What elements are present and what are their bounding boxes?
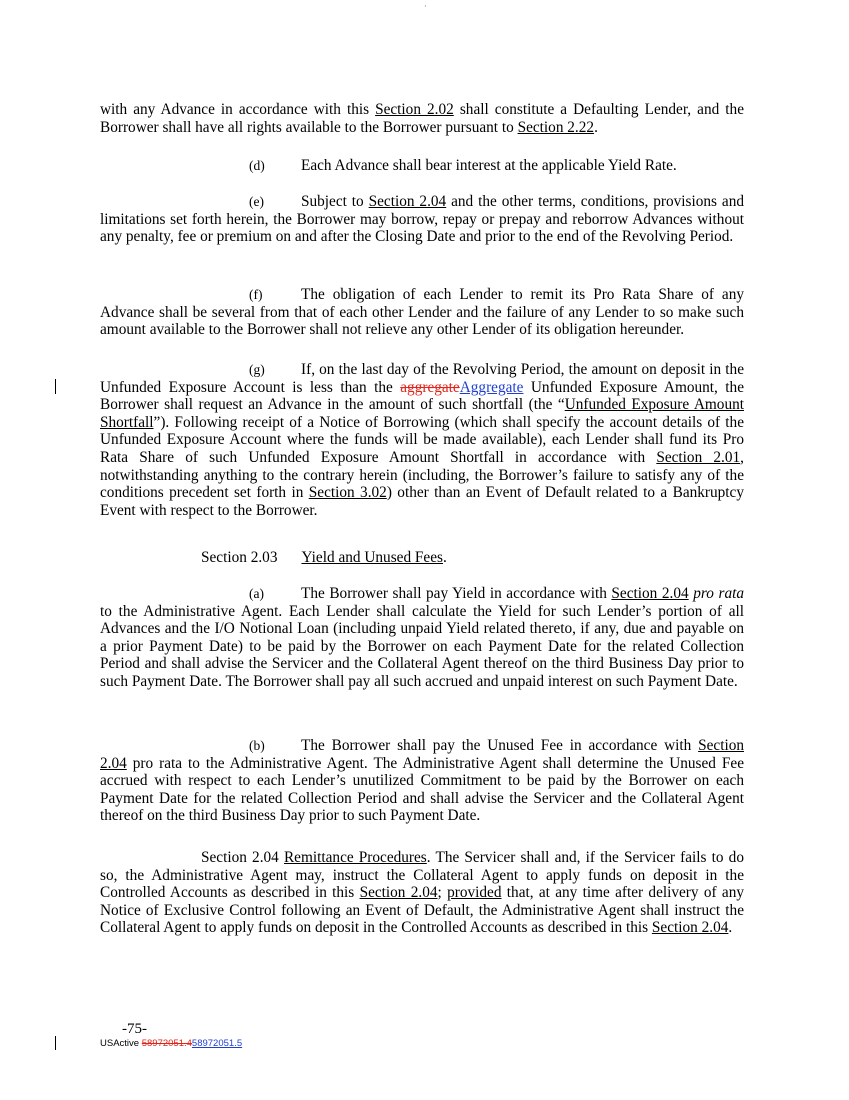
paragraph-section-2-04 [100, 849, 744, 937]
paragraph-a [100, 585, 744, 691]
paragraph-b [100, 737, 744, 825]
defined-term: provided [447, 884, 502, 902]
page-number: -75- [122, 1021, 147, 1037]
text: shall constitute a Defaulting Lender, and the Borrower shall have all rights available to the Borrower pursuant to [100, 101, 744, 136]
deleted-text: aggregate [400, 378, 460, 396]
paragraph-g [100, 361, 744, 519]
inserted-doc-id: 58972051.5 [191, 1038, 243, 1049]
paragraph-d [100, 157, 744, 175]
section-heading-2-03 [201, 549, 447, 567]
footer-prefix: USActive [100, 1038, 142, 1049]
text: ”). Following receipt of a Notice of Borrowing (which shall specify the account details of the Unfunded Exposure Account where the funds will be made available), each Lender shall fund its Pro Rata Share of such Unfunded Exposure Amount Shortfall in accordance with [100, 413, 744, 466]
text: that, at any time after delivery of any Notice of Exclusive Control following an Event of Default, the Administrative Agent shall instruct the Collateral Agent to apply funds on deposit in the Controlled Accounts as described in this [100, 884, 744, 937]
text: and the other terms, conditions, provisions and limitations set forth herein, the Borrower may borrow, repay or prepay and reborrow Advances without any penalty, fee or premium on and after the Closing Date and prior to the end of the Revolving Period. [100, 193, 745, 246]
section-ref-link[interactable]: Section 2.04 [651, 919, 729, 937]
document-footer [100, 1038, 242, 1049]
text: . [728, 919, 733, 937]
text: If, on the last day of the Revolving Period, the amount on deposit in the Unfunded Exposure Account is less than the [100, 361, 744, 396]
clause-label: (g) [249, 362, 265, 377]
section-title: Yield and Unused Fees [301, 549, 443, 566]
italic-text: pro rata [693, 585, 744, 602]
scan-mark: · [424, 2, 427, 11]
paragraph-e [100, 193, 744, 246]
text: Each Advance shall bear interest at the applicable Yield Rate. [301, 157, 677, 174]
text: . [442, 549, 447, 566]
text: Subject to [301, 193, 369, 210]
revision-change-bar [55, 1036, 56, 1050]
deleted-doc-id: 58972051.4 [141, 1038, 192, 1049]
text: pro rata to the Administrative Agent. The Administrative Agent shall determine the Unused Fee accrued with respect to each Lender’s unutilized Commitment to be paid by the Borrower on each Payment Date for the related Collection Period and shall advise the Servicer and the Collateral Agent thereof on the third Business Day prior to such Payment Date. [100, 754, 744, 825]
section-ref-link[interactable]: Section 2.22 [517, 118, 595, 136]
text: The Borrower shall pay Yield in accordance with [301, 585, 612, 602]
section-ref-link[interactable]: Section 2.04 [368, 193, 447, 210]
section-ref-link[interactable]: Section 2.02 [375, 101, 454, 118]
clause-label: (e) [249, 194, 264, 209]
section-ref-link[interactable]: Section 2.01 [656, 448, 741, 466]
text: The Borrower shall pay the Unused Fee in accordance with [301, 737, 699, 754]
revision-change-bar [55, 379, 56, 394]
text: . The Servicer shall and, if the Servicer fails to do so, the Administrative Agent may, instruct the Collateral Agent to apply funds on deposit in the Controlled Accounts as described in this [100, 849, 744, 902]
section-ref-link[interactable]: Section 2.04 [100, 737, 744, 772]
section-number: Section 2.03 [201, 549, 278, 566]
defined-term: Unfunded Exposure Amount Shortfall [100, 396, 744, 431]
section-ref-link[interactable]: Section 2.04 [359, 884, 438, 902]
section-title: Remittance Procedures [283, 849, 427, 866]
text: . [594, 118, 598, 136]
text: Unfunded Exposure Amount, the Borrower shall request an Advance in the amount of such shortfall (the “ [100, 378, 744, 414]
section-ref-link[interactable]: Section 2.04 [611, 585, 689, 602]
text: to the Administrative Agent. Each Lender shall calculate the Yield for such Lender’s portion of all Advances and the I/O Notional Loan (including unpaid Yield related thereto, if any, due and payable on a prior Payment Date) to be paid by the Borrower on each Payment Date for the related Collection Period and shall advise the Servicer and the Collateral Agent thereof on the third Business Day prior to such Payment Date. The Borrower shall pay all such accrued and unpaid interest on such Payment Date. [100, 602, 744, 690]
section-number: Section 2.04 [201, 849, 284, 866]
text: The obligation of each Lender to remit its Pro Rata Share of any Advance shall be several from that of each other Lender and the failure of any Lender to so make such amount available to the Borrower shall not relieve any other Lender of its obligation hereunder. [100, 286, 744, 339]
text: with any Advance in accordance with this [100, 101, 376, 118]
clause-label: (f) [249, 287, 263, 302]
clause-label: (d) [249, 158, 265, 173]
text: , notwithstanding anything to the contrary herein (including, the Borrower’s failure to satisfy any of the conditions precedent set forth in [100, 448, 744, 502]
clause-label: (b) [249, 738, 265, 753]
clause-label: (a) [249, 586, 264, 601]
text: ) other than an Event of Default related to a Bankruptcy Event with respect to the Borrower. [100, 484, 744, 519]
section-ref-link[interactable]: Section 3.02 [308, 484, 387, 502]
paragraph-intro [100, 101, 744, 136]
text: ; [437, 884, 448, 902]
inserted-text: Aggregate [459, 378, 524, 396]
paragraph-f [100, 286, 744, 339]
